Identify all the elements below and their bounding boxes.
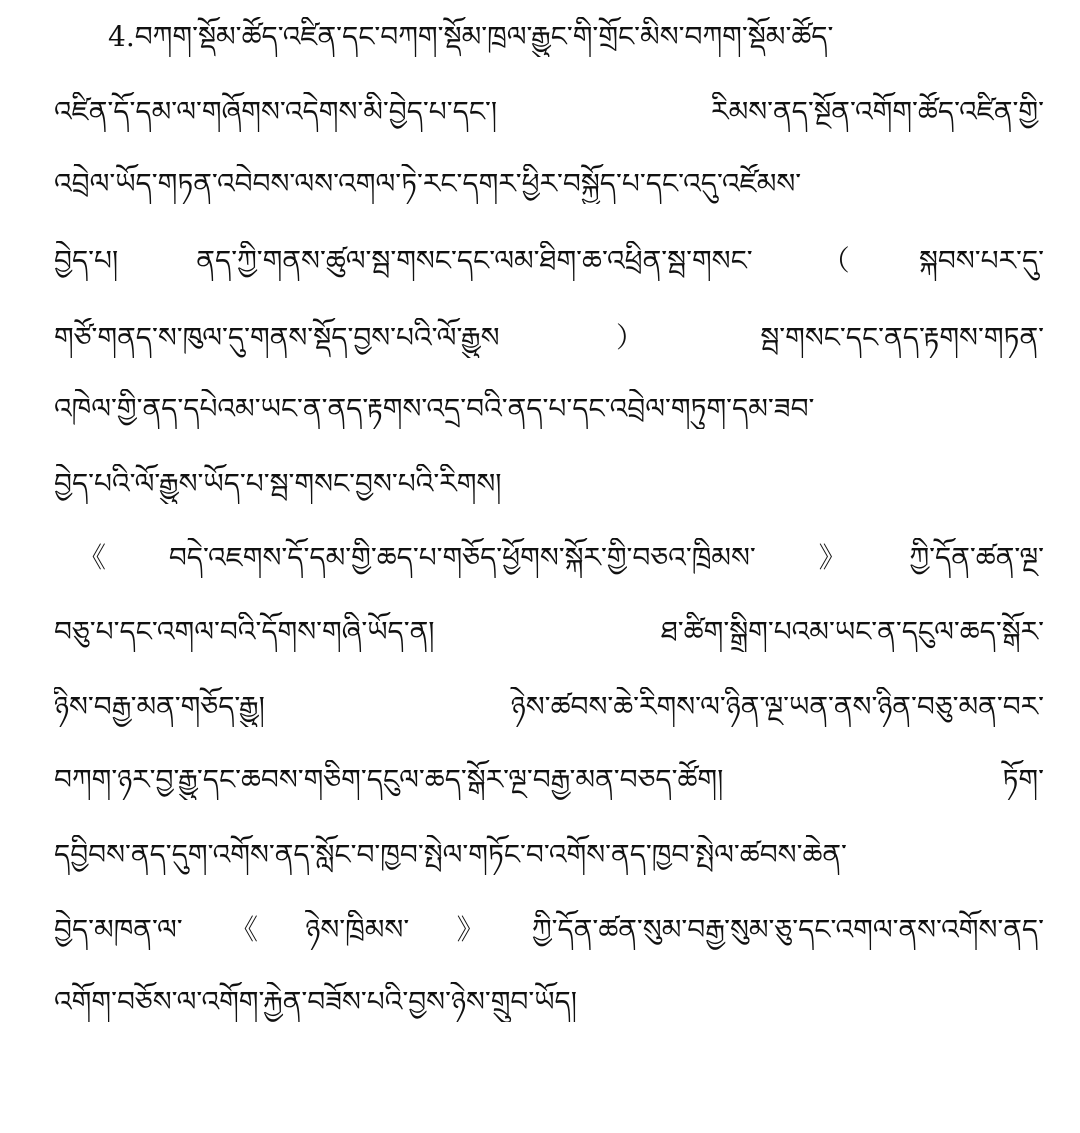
paragraph-1-line-2: འཛིན་དོ་དམ་ལ་གཞོགས་འདེགས་མི་བྱེད་པ་དང་། རིམས་ནད་སྔོན་འགོག་ཚོད་འཛིན་གྱི་ xyxy=(54,95,1044,128)
paragraph-2-line-1: 《བདེ་འཇགས་དོ་དམ་གྱི་ཆད་པ་གཅོད་ཕྱོགས་སྐོར་གྱི་བཅའ་ཁྲིམས་》ཀྱི་དོན་ཚན་ལྔ་ xyxy=(78,541,1044,574)
paragraph-1-line-7: བྱེད་པའི་ལོ་རྒྱུས་ཡོད་པ་སྦ་གསང་བྱས་པའི་རིགས། xyxy=(54,467,502,500)
paragraph-1-line-5: གཙོ་གནད་ས་ཁུལ་དུ་གནས་སྡོད་བྱས་པའི་ལོ་རྒྱུས）སྦ་གསང་དང་ནད་རྟགས་གཏན་ xyxy=(54,321,1044,354)
paragraph-2-line-5: དབྱིབས་ནད་དུག་འགོས་ནད་སློང་བ་ཁྱབ་སྤེལ་གཏོང་བ་འགོས་ནད་ཁྱབ་སྤེལ་ཚབས་ཆེན་ xyxy=(54,838,847,871)
paragraph-1-line-6: འཁེལ་གྱི་ནད་དཔེའམ་ཡང་ན་ནད་རྟགས་འདྲ་བའི་ནད་པ་དང་འབྲེལ་གཏུག་དམ་ཟབ་ xyxy=(54,392,815,425)
paragraph-2-line-6: བྱེད་མཁན་ལ་《ཉེས་ཁྲིམས་》ཀྱི་དོན་ཚན་སུམ་བརྒྱ་སུམ་ཅུ་དང་འགལ་ནས་འགོས་ནད་ xyxy=(54,913,1044,946)
paragraph-1-line-3: འབྲེལ་ཡོད་གཏན་འབེབས་ལས་འགལ་ཏེ་རང་དགར་ཕྱིར་བསྐྱོད་པ་དང་འདུ་འཛོམས་ xyxy=(54,167,802,200)
paragraph-2-line-4: བཀག་ཉར་བྱ་རྒྱུ་དང་ཆབས་གཅིག་དངུལ་ཆད་སྒོར་ལྔ་བརྒྱ་མན་བཅད་ཚོག། ཏོག་ xyxy=(54,763,1044,796)
paragraph-1-line-4: བྱེད་པ། ནད་ཀྱི་གནས་ཚུལ་སྦ་གསང་དང་ལམ་ཐིག་ཆ་འཕྲིན་སྦ་གསང་（སྐབས་པར་དུ་ xyxy=(54,244,1044,277)
paragraph-2-line-2: བཅུ་པ་དང་འགལ་བའི་དོགས་གཞི་ཡོད་ན། ཐ་ཚིག་སྒྲིག་པའམ་ཡང་ན་དངུལ་ཆད་སྒོར་ xyxy=(54,615,1044,648)
paragraph-2-line-7: འགོག་བཅོས་ལ་འགོག་རྐྱེན་བཟོས་པའི་བྱས་ཉེས་གྲུབ་ཡོད། xyxy=(54,985,577,1018)
paragraph-1-line-1: 4.བཀག་སྡོམ་ཚོད་འཛིན་དང་བཀག་སྡོམ་ཁྲལ་རྒྱུང་གི་གྲོང་མིས་བཀག་སྡོམ་ཚོད་ xyxy=(108,20,834,53)
paragraph-2-line-3: ཉིས་བརྒྱ་མན་གཅོད་རྒྱུ། ཉེས་ཚབས་ཆེ་རིགས་ལ་ཉིན་ལྔ་ཡན་ནས་ཉིན་བཅུ་མན་བར་ xyxy=(54,690,1044,723)
